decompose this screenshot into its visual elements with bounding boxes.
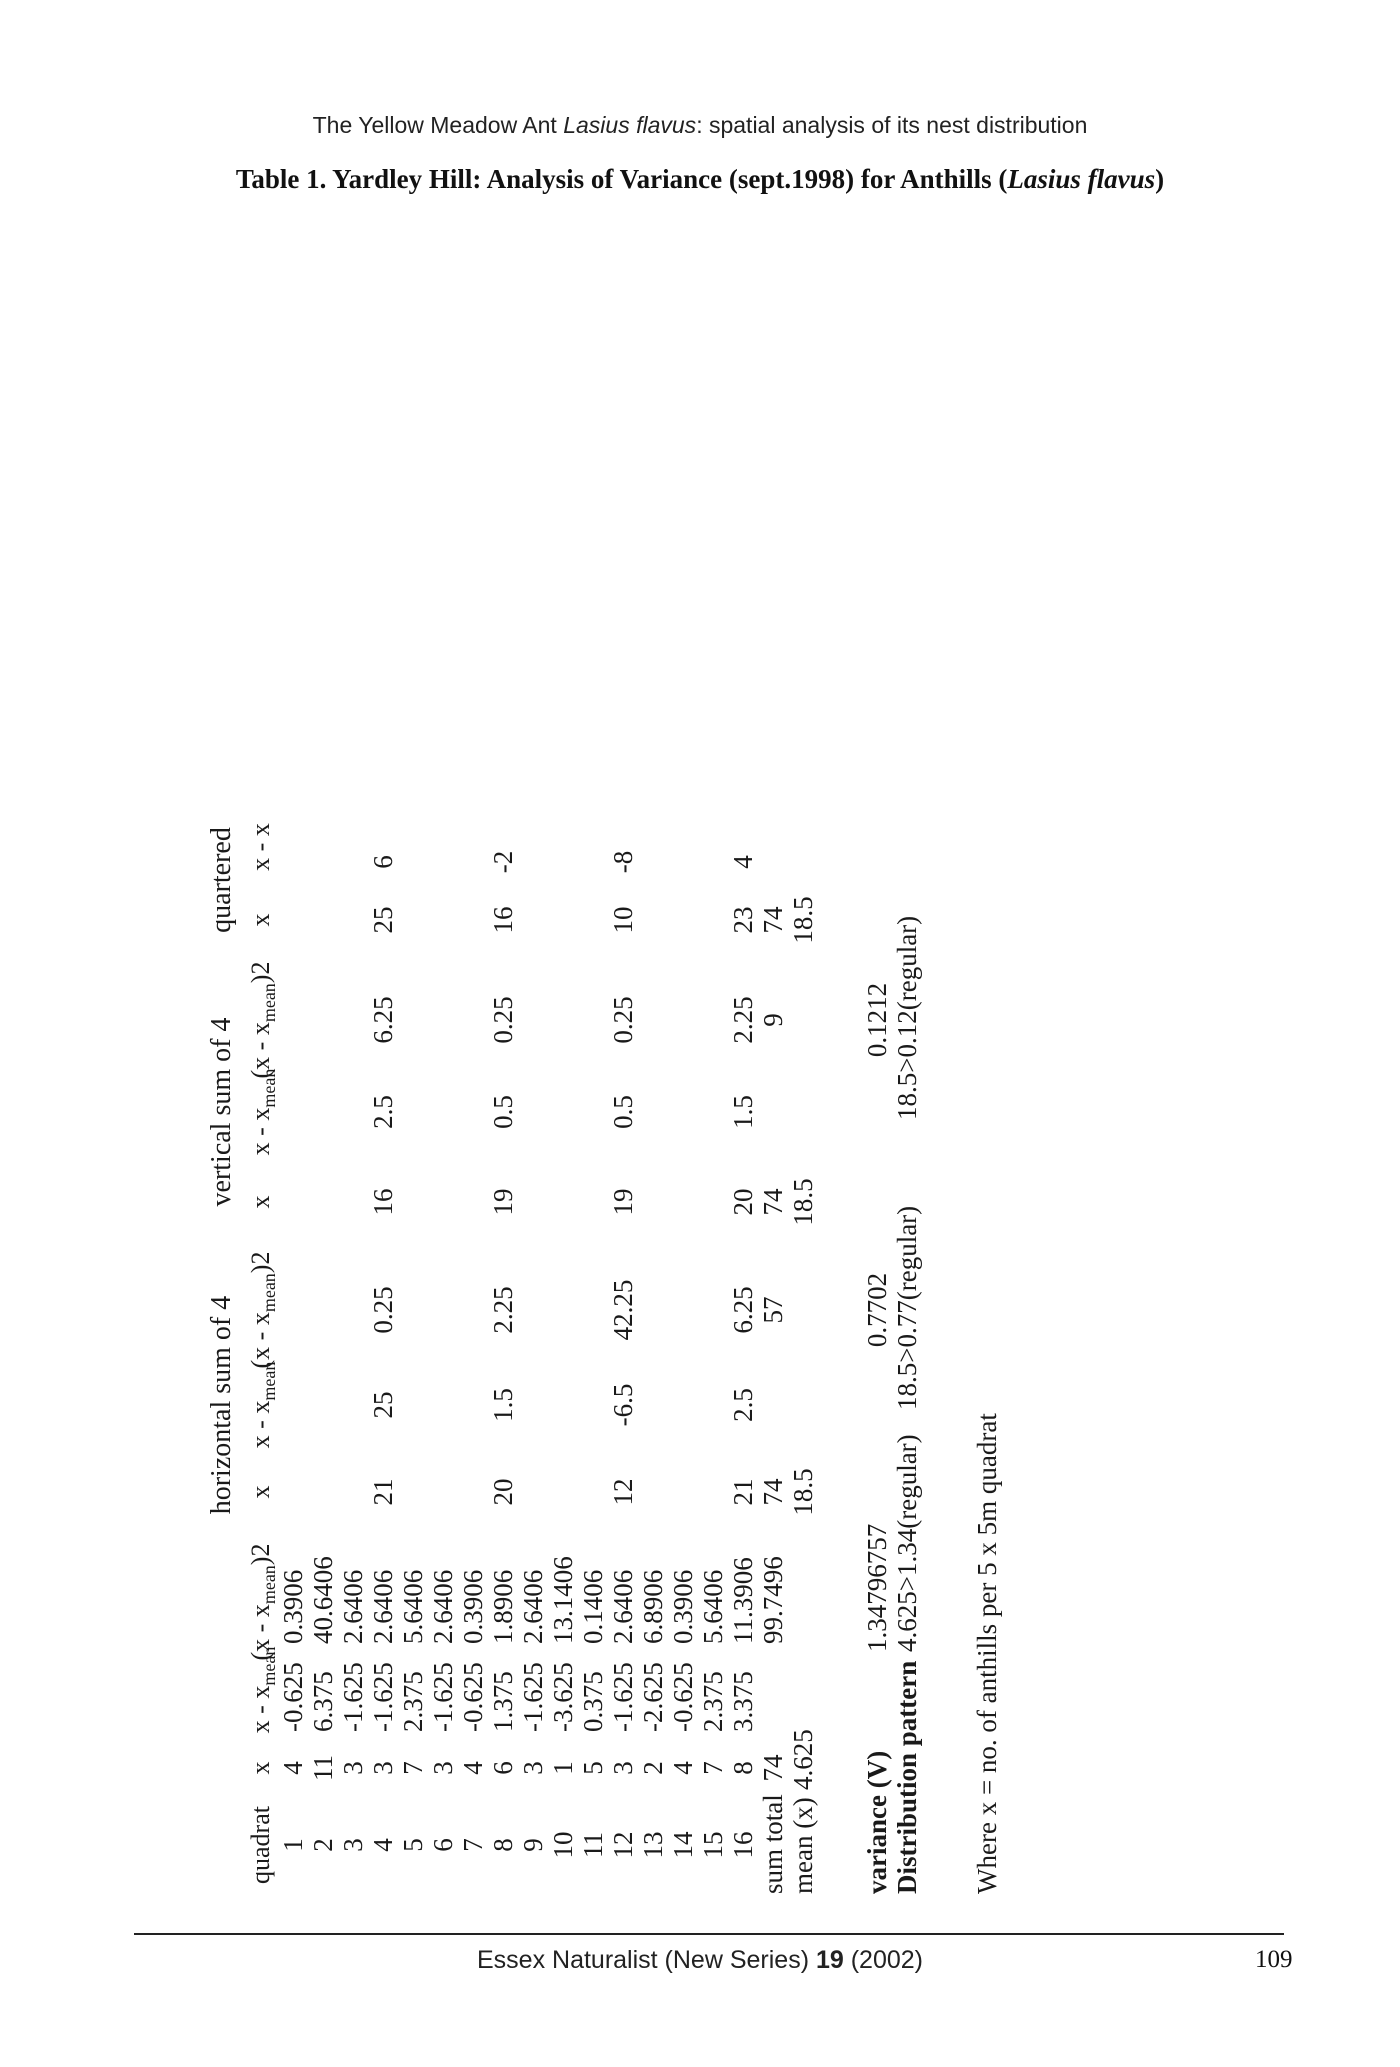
quadrat-deviation: -1.625: [518, 1662, 548, 1732]
quadrat-count: 6: [488, 1761, 518, 1775]
col-header-vsquared: $(x - x_{mean})2$: [246, 961, 280, 1079]
vertical-deviation: 0.5: [488, 1095, 518, 1129]
quadrat-deviation: -1.625: [608, 1662, 638, 1732]
quadrat-deviation: -1.625: [368, 1662, 398, 1732]
col-header-x: x: [246, 1761, 275, 1775]
vertical-sum: 19: [488, 1188, 518, 1216]
group-header-vertical: vertical sum of 4: [206, 1017, 237, 1207]
quadrat-deviation-squared: 13.1406: [548, 1556, 578, 1644]
quadrat-count: 4: [458, 1761, 488, 1775]
table-title-text: Table 1. Yardley Hill: Analysis of Variance (sept.1998) for Anthills (: [235, 164, 1008, 194]
quadrat-count: 8: [728, 1761, 758, 1775]
table-footnote: Where x = no. of anthills per 5 x 5m quadrat: [972, 1413, 1002, 1894]
running-header-species: Lasius flavus: [563, 112, 697, 138]
horizontal-variance: 0.7702: [862, 1272, 892, 1348]
quadrat-count: 7: [698, 1761, 728, 1775]
quadrat-count: 3: [518, 1761, 548, 1775]
horizontal-deviation: 25: [368, 1391, 398, 1419]
quadrat-deviation-squared: 2.6406: [368, 1569, 398, 1644]
quadrat-deviation: -2.625: [638, 1662, 668, 1732]
quadrat-sum-squared: 99.7496: [758, 1556, 788, 1644]
quadrat-deviation: -0.625: [278, 1662, 308, 1732]
quadrat-pattern: 4.625>1.34(regular): [892, 1434, 922, 1652]
quadrat-deviation-squared: 40.6406: [308, 1556, 338, 1644]
variance-table: [160, 480, 1170, 1900]
quadrat-count: 11: [308, 1755, 338, 1781]
horizontal-mean: 18.5: [788, 1468, 818, 1516]
quadrat-count: 1: [548, 1761, 578, 1775]
vertical-variance: 0.1212: [862, 982, 892, 1058]
horizontal-sum: 21: [368, 1478, 398, 1506]
quadrat-deviation: 6.375: [308, 1671, 338, 1732]
horizontal-sum-squared: 57: [758, 1296, 788, 1324]
vertical-sum: 19: [608, 1188, 638, 1216]
quadrat-deviation: 2.375: [698, 1671, 728, 1732]
quadrat-number: 7: [458, 1838, 488, 1852]
quadrat-count: 4: [278, 1761, 308, 1775]
vertical-sum-squared: 9: [758, 1013, 788, 1027]
distribution-pattern-label: Distribution pattern: [892, 1660, 922, 1894]
quadrat-deviation-squared: 2.6406: [428, 1569, 458, 1644]
quadrat-deviation-squared: 6.8906: [638, 1569, 668, 1644]
quadrat-deviation-squared: 2.6406: [518, 1569, 548, 1644]
horizontal-deviation: 1.5: [488, 1388, 518, 1422]
col-header-vdeviation: x - $x_{mean}$: [246, 1068, 280, 1156]
quadrat-number: 15: [698, 1831, 728, 1859]
horizontal-sum-total: 74: [758, 1478, 788, 1506]
col-header-hx: x: [246, 1485, 275, 1499]
running-header-text-end: : spatial analysis of its nest distribution: [696, 112, 1088, 138]
quartered-sum: 25: [368, 906, 398, 934]
quadrat-deviation-squared: 5.6406: [698, 1569, 728, 1644]
quadrat-count: 3: [608, 1761, 638, 1775]
quadrat-number: 16: [728, 1831, 758, 1859]
quadrat-count: 4: [668, 1761, 698, 1775]
quadrat-number: 13: [638, 1831, 668, 1859]
quadrat-number: 6: [428, 1838, 458, 1852]
vertical-pattern: 18.5>0.12(regular): [892, 915, 922, 1120]
vertical-deviation: 2.5: [368, 1095, 398, 1129]
vertical-deviation-squared: 2.25: [728, 996, 758, 1044]
quartered-sum-total: 74: [758, 906, 788, 934]
quadrat-deviation-squared: 0.3906: [458, 1569, 488, 1644]
quadrat-deviation: -3.625: [548, 1662, 578, 1732]
col-header-qdeviation: x - x: [246, 823, 275, 871]
journal-volume: 19: [815, 1946, 844, 1974]
quadrat-number: 11: [578, 1832, 608, 1858]
quartered-deviation: -2: [488, 850, 518, 874]
quadrat-number: 3: [338, 1838, 368, 1852]
quadrat-number: 12: [608, 1831, 638, 1859]
group-header-horizontal: horizontal sum of 4: [206, 1295, 237, 1515]
journal-footer: [0, 1946, 1400, 1975]
col-header-deviation: x - $x_{mean}$: [246, 1646, 280, 1734]
horizontal-deviation-squared: 42.25: [608, 1279, 638, 1341]
quadrat-deviation: -1.625: [428, 1662, 458, 1732]
journal-name: Essex Naturalist (New Series): [476, 1946, 816, 1974]
sum-total-label: sum total: [758, 1794, 788, 1894]
vertical-deviation: 0.5: [608, 1095, 638, 1129]
horizontal-pattern: 18.5>0.77(regular): [892, 1205, 922, 1410]
journal-year: (2002): [843, 1946, 923, 1974]
quartered-sum: 10: [608, 906, 638, 934]
quadrat-count: 3: [368, 1761, 398, 1775]
col-header-hsquared: $(x - x_{mean})2$: [246, 1251, 280, 1369]
quadrat-deviation-squared: 2.6406: [608, 1569, 638, 1644]
quadrat-deviation-squared: 0.3906: [278, 1569, 308, 1644]
vertical-deviation-squared: 0.25: [608, 996, 638, 1044]
quadrat-deviation: 3.375: [728, 1671, 758, 1732]
quartered-deviation: -8: [608, 850, 638, 874]
col-header-squared: $(x - x_{mean})2$: [246, 1543, 280, 1661]
quadrat-deviation: -0.625: [458, 1662, 488, 1732]
quadrat-count: 3: [428, 1761, 458, 1775]
horizontal-deviation: -6.5: [608, 1383, 638, 1427]
quadrat-deviation: 1.375: [488, 1671, 518, 1732]
running-header-text: The Yellow Meadow Ant: [312, 112, 564, 138]
vertical-sum-total: 74: [758, 1188, 788, 1216]
quadrat-number: 2: [308, 1838, 338, 1852]
quadrat-number: 8: [488, 1838, 518, 1852]
quadrat-mean: 4.625: [788, 1729, 818, 1790]
vertical-mean: 18.5: [788, 1178, 818, 1226]
vertical-deviation-squared: 6.25: [368, 996, 398, 1044]
horizontal-deviation: 2.5: [728, 1388, 758, 1422]
table-title: [0, 164, 1400, 195]
quartered-sum: 16: [488, 906, 518, 934]
quadrat-deviation: -0.625: [668, 1662, 698, 1732]
variance-label: variance (V): [862, 1750, 892, 1894]
table-title-species: Lasius flavus: [1007, 164, 1156, 194]
footer-divider: [134, 1933, 1284, 1935]
quadrat-number: 9: [518, 1838, 548, 1852]
quadrat-deviation-squared: 2.6406: [338, 1569, 368, 1644]
col-header-vx: x: [246, 1195, 275, 1209]
quadrat-count: 2: [638, 1761, 668, 1775]
horizontal-deviation-squared: 6.25: [728, 1286, 758, 1334]
vertical-sum: 16: [368, 1188, 398, 1216]
quadrat-deviation-squared: 1.8906: [488, 1569, 518, 1644]
quadrat-deviation-squared: 11.3906: [728, 1557, 758, 1644]
quartered-mean: 18.5: [788, 896, 818, 944]
col-header-quadrat: quadrat: [246, 1806, 275, 1884]
horizontal-sum: 20: [488, 1478, 518, 1506]
group-header-quartered: quartered: [206, 827, 237, 933]
table-title-close: ): [1155, 164, 1165, 194]
quadrat-deviation-squared: 0.1406: [578, 1569, 608, 1644]
quadrat-number: 5: [398, 1838, 428, 1852]
page-number: 109: [1255, 1946, 1293, 1973]
quadrat-number: 1: [278, 1838, 308, 1852]
horizontal-sum: 21: [728, 1478, 758, 1506]
vertical-deviation: 1.5: [728, 1095, 758, 1129]
quadrat-count: 5: [578, 1761, 608, 1775]
quadrat-variance: 1.34796757: [862, 1523, 892, 1652]
vertical-sum: 20: [728, 1188, 758, 1216]
col-header-hdeviation: x - $x_{mean}$: [246, 1361, 280, 1449]
col-header-qx: x: [246, 913, 275, 927]
quadrat-deviation: -1.625: [338, 1662, 368, 1732]
quartered-deviation: 4: [728, 855, 758, 869]
quadrat-deviation-squared: 0.3906: [668, 1569, 698, 1644]
quartered-deviation: 6: [368, 855, 398, 869]
running-header: [0, 112, 1400, 139]
quadrat-count: 3: [338, 1761, 368, 1775]
mean-label: mean (x): [788, 1797, 818, 1894]
quadrat-number: 4: [368, 1838, 398, 1852]
quadrat-sum-total: 74: [758, 1754, 788, 1782]
horizontal-deviation-squared: 2.25: [488, 1286, 518, 1334]
quadrat-deviation: 0.375: [578, 1671, 608, 1732]
quartered-sum: 23: [728, 906, 758, 934]
quadrat-deviation-squared: 5.6406: [398, 1569, 428, 1644]
quadrat-number: 10: [548, 1831, 578, 1859]
vertical-deviation-squared: 0.25: [488, 996, 518, 1044]
quadrat-count: 7: [398, 1761, 428, 1775]
quadrat-number: 14: [668, 1831, 698, 1859]
horizontal-deviation-squared: 0.25: [368, 1286, 398, 1334]
horizontal-sum: 12: [608, 1478, 638, 1506]
quadrat-deviation: 2.375: [398, 1671, 428, 1732]
